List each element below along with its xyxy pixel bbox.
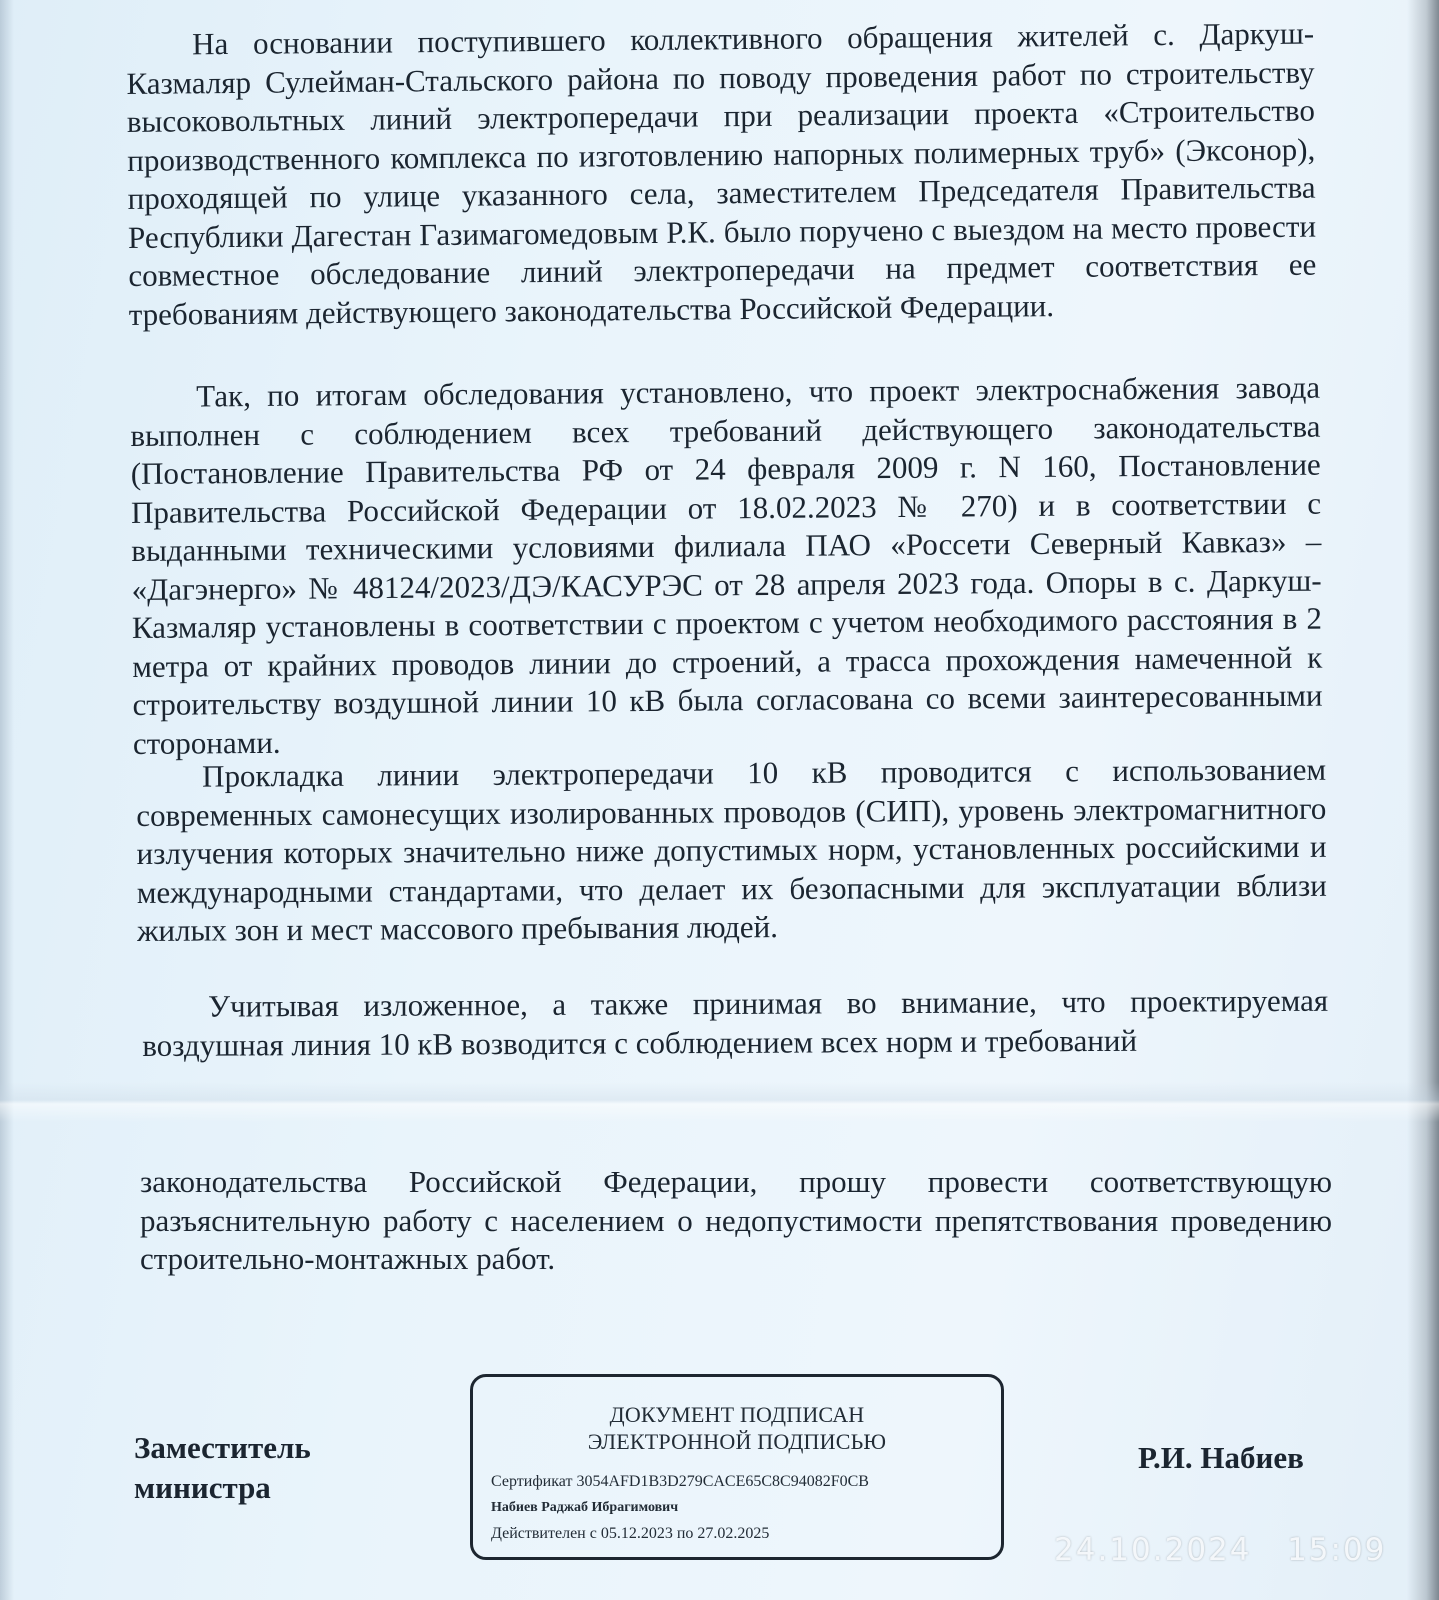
signer-position-line-2: министра bbox=[134, 1470, 271, 1505]
signer-position bbox=[134, 1428, 311, 1508]
timestamp-date: 24.10.2024 bbox=[1054, 1532, 1252, 1568]
signer-name: Р.И. Набиев bbox=[1138, 1440, 1304, 1475]
paragraph-text: Так, по итогам обследования установлено, что проект электроснабжения завода выполнен с соблюдением всех требований действующего законодательства (Постановление Правительства РФ от 24 февраля 2009 г. N 160, Постановление Правительства Российской Федерации от 18.02.2023 № 270) и в соответствии с выданными техническими условиями филиала ПАО «Россети Северный Кавказ» – «Дагэнерго» № 48124/2023/ДЭ/КАСУРЭС от 28 апреля 2023 года. Опоры в с. Даркуш-Казмаляр установлены в соответствии с проектом с учетом необходимого расстояния в 2 метра от крайних проводов линии до строений, а трасса прохождения намеченной к строительству воздушной линии 10 кВ была согласована со всеми заинтересованными сторонами. bbox=[130, 369, 1323, 761]
electronic-signature-stamp bbox=[470, 1374, 1004, 1560]
stamp-certificate: Сертификат 3054AFD1B3D279CACE65C8C94082F0CB bbox=[491, 1473, 869, 1490]
letter-paragraph-5 bbox=[140, 1163, 1332, 1279]
stamp-details bbox=[491, 1469, 1001, 1547]
signer-position-line-1: Заместитель bbox=[134, 1430, 311, 1465]
timestamp-time: 15:09 bbox=[1287, 1532, 1387, 1568]
stamp-heading-line-2: ЭЛЕКТРОННОЙ ПОДПИСЬЮ bbox=[587, 1429, 887, 1454]
page-fold bbox=[0, 1082, 1439, 1122]
page-left-edge bbox=[0, 0, 14, 1600]
stamp-heading bbox=[473, 1401, 1001, 1455]
photo-timestamp bbox=[1054, 1532, 1386, 1568]
page-right-edge bbox=[1407, 0, 1439, 1600]
stamp-owner: Набиев Раджаб Ибрагимович bbox=[491, 1500, 679, 1515]
letter-paragraph-2 bbox=[130, 369, 1323, 763]
letter-paragraph-4 bbox=[142, 982, 1328, 1065]
letter-paragraph-1 bbox=[126, 15, 1317, 334]
paragraph-text: На основании поступившего коллективного обращения жителей с. Даркуш-Казмаляр Сулейман-Стальского района по поводу проведения работ по строительству высоковольтных линий электропередачи при реализации проекта «Строительство производственного комплекса по изготовлению напорных полимерных труб» (Эксонор), проходящей по улице указанного села, заместителем Председателя Правительства Республики Дагестан Газимагомедовым Р.К. было поручено с выездом на место провести совместное обследование линий электропередачи на предмет соответствия ее требованиям действующего законодательства Российской Федерации. bbox=[126, 15, 1317, 332]
paragraph-text: законодательства Российской Федерации, прошу провести соответствующую разъяснительную работу с населением о недопустимости препятствования проведению строительно-монтажных работ. bbox=[140, 1164, 1332, 1276]
stamp-heading-line-1: ДОКУМЕНТ ПОДПИСАН bbox=[609, 1402, 865, 1427]
letter-paragraph-3 bbox=[136, 751, 1327, 951]
paragraph-text: Учитывая изложенное, а также принимая во внимание, что проектируемая воздушная линия 10 кВ возводится с соблюдением всех норм и требований bbox=[142, 982, 1329, 1063]
stamp-validity: Действителен с 05.12.2023 по 27.02.2025 bbox=[491, 1525, 770, 1542]
paragraph-text: Прокладка линии электропередачи 10 кВ проводится с использованием современных самонесущих изолированных проводов (СИП), уровень электромагнитного излучения которых значительно ниже допустимых норм, установленных российскими и международными стандартами, что делает их безопасными для эксплуатации вблизи жилых зон и мест массового пребывания людей. bbox=[136, 751, 1327, 948]
